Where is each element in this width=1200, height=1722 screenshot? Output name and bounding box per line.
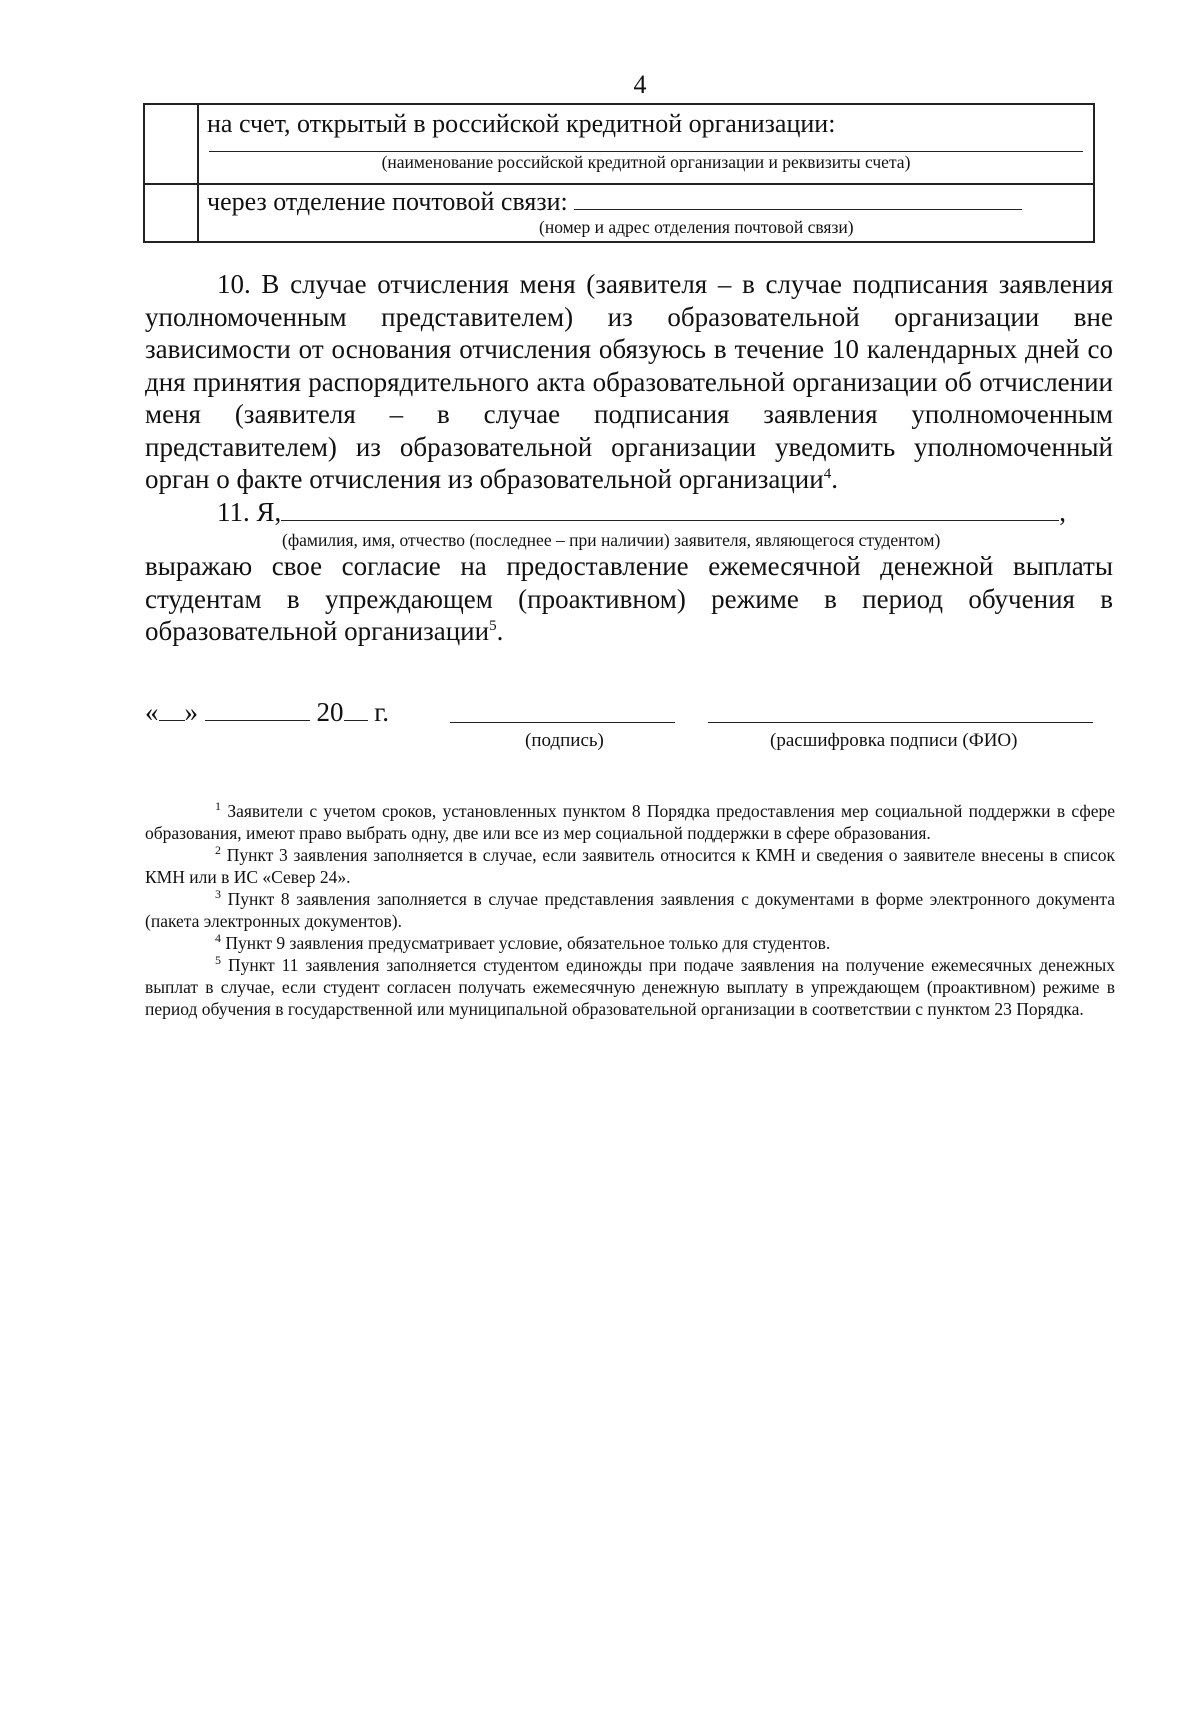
student-name-hint: (фамилия, имя, отчество (последнее – при наличии) заявителя, являющегося студентом) bbox=[282, 530, 941, 550]
post-office-hint: (номер и адрес отделения почтовой связи) bbox=[539, 217, 854, 237]
footnote-3-num: 3 bbox=[215, 887, 221, 902]
signature-hint: (подпись) bbox=[525, 730, 604, 751]
item-11-text: выражаю свое согласие на предоставление ежемесячной денежной выплаты студентам в упреждающем (проактивном) режиме в период обучения в образовательной организации bbox=[145, 551, 1113, 646]
main-text bbox=[145, 268, 1113, 648]
post-office-line[interactable] bbox=[574, 189, 1022, 210]
footnote-1-text: Заявители с учетом сроков, установленных пунктом 8 Порядка предоставления мер социальной поддержки в сфере образования, имеют право выбрать одну, две или все из мер социальной поддержки в сфере образования. bbox=[145, 801, 1115, 843]
item-10-text: 10. В случае отчисления меня (заявителя – в случае подписания заявления уполномоченным представителем) из образовательной организации вне зависимости от основания отчисления обязуюсь в течение 10 календарных дней со дня принятия распорядительного акта образовательной организации об отчислении меня (заявителя – в случае подписания заявления уполномоченным представителем) из образовательной организации уведомить уполномоченный орган о факте отчисления из образовательной организации bbox=[145, 269, 1113, 494]
month-line[interactable] bbox=[205, 696, 310, 721]
bank-account-checkbox[interactable] bbox=[144, 104, 198, 184]
footnote-5 bbox=[145, 954, 1115, 1020]
year-suffix: г. bbox=[374, 697, 390, 727]
year-prefix: 20 bbox=[316, 697, 344, 727]
footnote-2-text: Пункт 3 заявления заполняется в случае, если заявитель относится к КМН и сведения о заявителе внесены в список КМН или в ИС «Север 24». bbox=[145, 845, 1116, 887]
footnote-4-num: 4 bbox=[215, 931, 221, 946]
bank-account-cell bbox=[198, 104, 1094, 184]
signature-name-line[interactable] bbox=[708, 722, 1093, 723]
footnote-1-num: 1 bbox=[215, 799, 221, 814]
bank-details-line[interactable] bbox=[209, 141, 1083, 152]
signature-line[interactable] bbox=[450, 722, 675, 723]
item-11-prefix: 11. Я, bbox=[217, 496, 282, 527]
footnote-2-num: 2 bbox=[215, 843, 221, 858]
bank-details-hint: (наименование российской кредитной организации и реквизиты счета) bbox=[381, 152, 911, 172]
payment-method-table bbox=[143, 103, 1095, 243]
footnote-5-num: 5 bbox=[215, 953, 221, 968]
post-office-label: через отделение почтовой связи: bbox=[207, 187, 568, 216]
item-11-comma: , bbox=[1059, 496, 1067, 527]
bank-account-label: на счет, открытый в российской кредитной организации: bbox=[207, 109, 836, 138]
item-11 bbox=[145, 496, 1113, 529]
date-close-quote: » bbox=[184, 697, 198, 727]
signature-block bbox=[145, 696, 1113, 756]
footnote-1 bbox=[145, 800, 1115, 844]
payment-option-post bbox=[144, 184, 1094, 242]
item-10 bbox=[145, 268, 1113, 496]
year-line[interactable] bbox=[344, 696, 368, 721]
page-number: 4 bbox=[633, 70, 647, 99]
post-office-cell bbox=[198, 184, 1094, 242]
footnote-ref-4: 4 bbox=[823, 466, 832, 482]
footnote-5-text: Пункт 11 заявления заполняется студентом единожды при подаче заявления на получение ежемесячных денежных выплат в случае, если студент согласен получать ежемесячную денежную выплату в упреждающем (проактивном) режиме в период обучения в государственной или муниципальной образовательной организации в соответствии с пунктом 23 Порядка. bbox=[145, 955, 1115, 1019]
payment-option-bank bbox=[144, 104, 1094, 184]
footnote-3 bbox=[145, 888, 1115, 932]
signature-name-hint: (расшифровка подписи (ФИО) bbox=[770, 730, 1018, 751]
date-field bbox=[145, 696, 389, 728]
item-11-consent bbox=[145, 550, 1113, 648]
day-line[interactable] bbox=[159, 696, 185, 721]
student-name-line[interactable] bbox=[281, 496, 1059, 521]
item-10-end: . bbox=[831, 464, 838, 494]
footnote-4 bbox=[145, 932, 1115, 954]
footnote-4-text: Пункт 9 заявления предусматривает условие, обязательное только для студентов. bbox=[225, 933, 831, 953]
post-office-checkbox[interactable] bbox=[144, 184, 198, 242]
footnote-3-text: Пункт 8 заявления заполняется в случае представления заявления с документами в форме электронного документа (пакета электронных документов). bbox=[145, 889, 1115, 931]
item-11-end: . bbox=[496, 616, 504, 646]
footnotes bbox=[145, 800, 1115, 1020]
footnote-ref-5: 5 bbox=[489, 618, 497, 634]
footnote-2 bbox=[145, 844, 1115, 888]
date-open-quote: « bbox=[145, 697, 159, 727]
